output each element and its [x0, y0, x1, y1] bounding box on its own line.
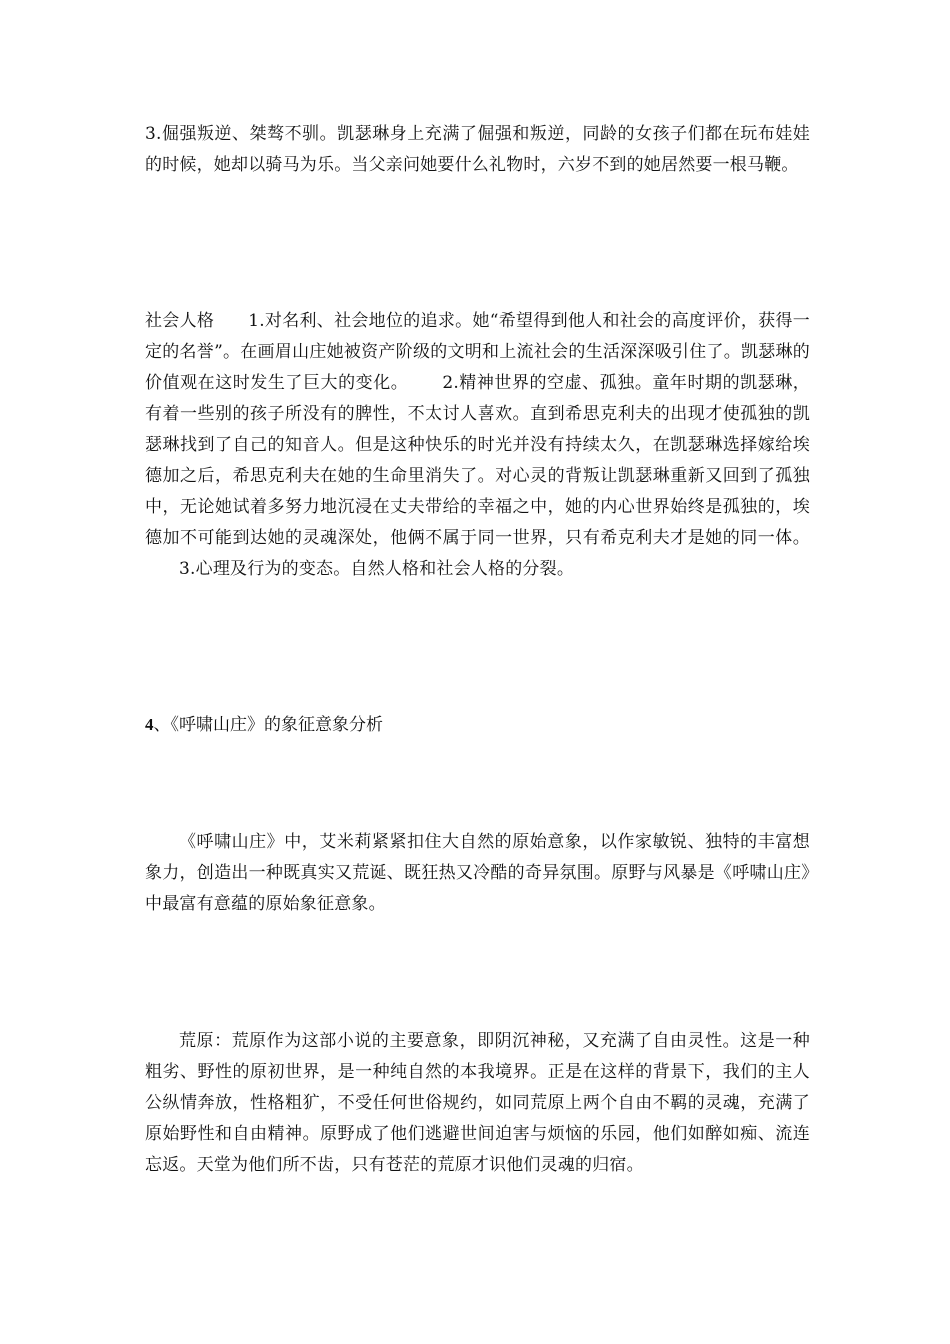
- paragraph-text: 2.精神世界的空虚、孤独。童年时期的凯瑟琳，有着一些别的孩子所没有的脾性，不太讨人喜欢。直到希思克利夫的出现才使孤独的凯瑟琳找到了自己的知音人。但是这种快乐的时光并没有持续太久，在凯瑟琳选择嫁给埃德加之后，希思克利夫在她的生命里消失了。对心灵的背叛让凯瑟琳重新又回到了孤独中，无论她试着多努力地沉浸在丈夫带给的幸福之中，她的内心世界始终是孤独的，埃德加不可能到达她的灵魂深处，他俩不属于同一世界，只有希克利夫才是她的同一体。: [145, 373, 811, 548]
- paragraph-text: 3.倔强叛逆、桀骜不驯。凯瑟琳身上充满了倔强和叛逆，同龄的女孩子们都在玩布娃娃的时候，她却以骑马为乐。当父亲问她要什么礼物时，六岁不到的她居然要一根马鞭。: [145, 124, 810, 175]
- section-heading: [145, 709, 810, 741]
- paragraph-text: 3.心理及行为的变态。自然人格和社会人格的分裂。: [179, 559, 575, 579]
- paragraph-wilderness: [145, 1026, 810, 1181]
- paragraph-symbolic-imagery: [145, 827, 810, 920]
- paragraph-text: 荒原：荒原作为这部小说的主要意象，即阴沉神秘，又充满了自由灵性。这是一种粗劣、野性的原初世界，是一种纯自然的本我境界。正是在这样的背景下，我们的主人公纵情奔放，性格粗犷，不受任何世俗规约，如同荒原上两个自由不羁的灵魂，充满了原始野性和自由精神。原野成了他们逃避世间迫害与烦恼的乐园，他们如醉如痴、流连忘返。天堂为他们所不齿，只有苍茫的荒原才识他们灵魂的归宿。: [145, 1031, 810, 1175]
- paragraph-text: 《呼啸山庄》中，艾米莉紧紧扣住大自然的原始意象，以作家敏锐、独特的丰富想象力，创造出一种既真实又荒诞、既狂热又冷酷的奇异氛围。原野与风暴是《呼啸山庄》中最富有意蕴的原始象征意象。: [145, 832, 810, 914]
- paragraph-text: 1.对名利、社会地位的追求。她“希望得到他人和社会的高度评价，获得一定的名誉”。在画眉山庄她被资产阶级的文明和上流社会的生活深深吸引住了。凯瑟琳的价值观在这时发生了巨大的变化。: [145, 311, 810, 393]
- heading-number: 4: [145, 715, 154, 734]
- paragraph-social-personality: [145, 306, 810, 585]
- heading-text: 、《呼啸山庄》的象征意象分析: [153, 715, 383, 735]
- section-label-social-personality: 社会人格: [145, 311, 215, 331]
- paragraph-rebellious-trait: [145, 119, 810, 181]
